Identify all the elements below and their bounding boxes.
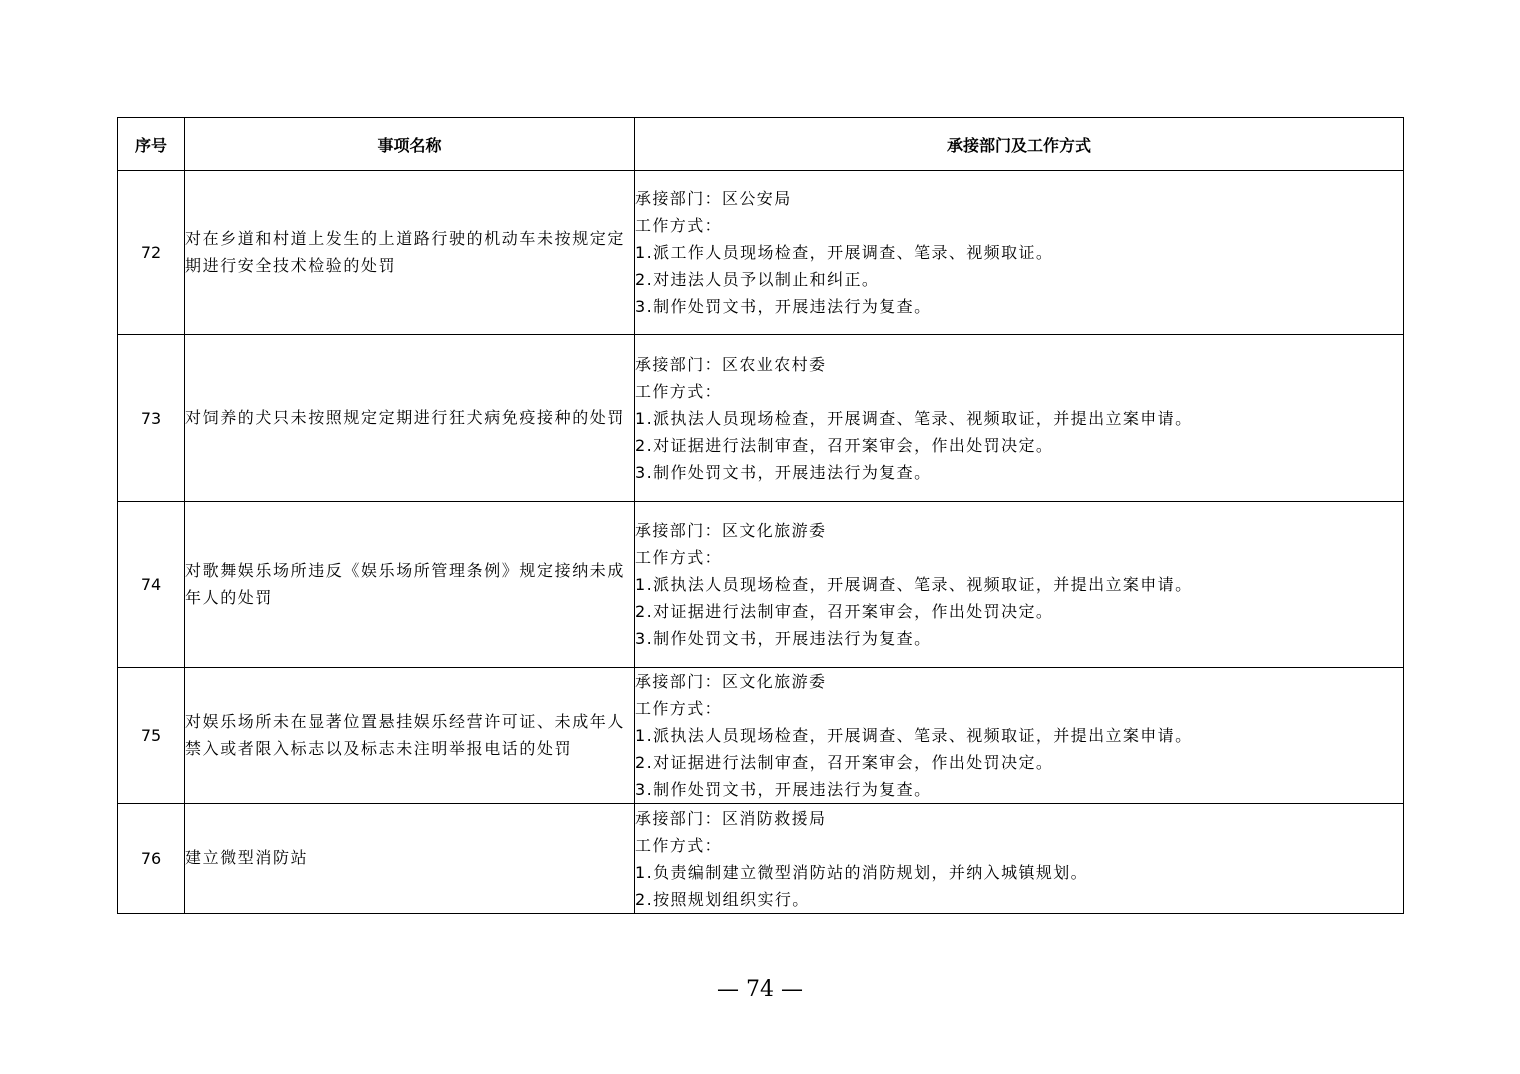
- method-step: 3.制作处罚文书，开展违法行为复查。: [635, 780, 932, 799]
- method-label: 工作方式：: [635, 216, 723, 235]
- method-step: 2.按照规划组织实行。: [635, 889, 810, 909]
- row-item-name: 对歌舞娱乐场所违反《娱乐场所管理条例》规定接纳未成年人的处罚: [185, 502, 635, 668]
- method-step: 1.派执法人员现场检查，开展调查、笔录、视频取证，并提出立案申请。: [635, 575, 1193, 594]
- dept-name: 承接部门：区农业农村委: [635, 354, 827, 374]
- header-item-name: 事项名称: [185, 118, 635, 171]
- method-label: 工作方式：: [635, 835, 723, 855]
- method-step: 2.对证据进行法制审查，召开案审会，作出处罚决定。: [635, 602, 1054, 621]
- method-step: 2.对证据进行法制审查，召开案审会，作出处罚决定。: [635, 753, 1054, 772]
- header-index: 序号: [118, 118, 185, 171]
- method-step: 2.对证据进行法制审查，召开案审会，作出处罚决定。: [635, 435, 1054, 455]
- table-header-row: [118, 118, 1404, 171]
- dept-name: 承接部门：区文化旅游委: [635, 521, 827, 540]
- row-item-name: 建立微型消防站: [185, 804, 635, 914]
- method-label: 工作方式：: [635, 699, 723, 718]
- row-dept-method: [635, 171, 1404, 335]
- row-dept-method: [635, 335, 1404, 502]
- row-index: 75: [118, 668, 185, 804]
- row-dept-method: [635, 502, 1404, 668]
- row-index: 74: [118, 502, 185, 668]
- method-step: 1.派执法人员现场检查，开展调查、笔录、视频取证，并提出立案申请。: [635, 726, 1193, 745]
- method-step: 2.对违法人员予以制止和纠正。: [635, 270, 880, 289]
- method-label: 工作方式：: [635, 381, 723, 401]
- dept-name: 承接部门：区消防救援局: [635, 808, 827, 828]
- header-dept-method: 承接部门及工作方式: [635, 118, 1404, 171]
- table-row: [118, 804, 1404, 914]
- method-step: 3.制作处罚文书，开展违法行为复查。: [635, 629, 932, 648]
- items-table: [117, 117, 1404, 914]
- method-step: 1.派执法人员现场检查，开展调查、笔录、视频取证，并提出立案申请。: [635, 408, 1193, 428]
- table-row: [118, 502, 1404, 668]
- table-row: [118, 335, 1404, 502]
- dept-name: 承接部门：区文化旅游委: [635, 672, 827, 691]
- method-step: 3.制作处罚文书，开展违法行为复查。: [635, 462, 932, 482]
- method-step: 3.制作处罚文书，开展违法行为复查。: [635, 297, 932, 316]
- method-step: 1.负责编制建立微型消防站的消防规划，并纳入城镇规划。: [635, 862, 1089, 882]
- row-item-name: 对饲养的犬只未按照规定定期进行狂犬病免疫接种的处罚: [185, 335, 635, 502]
- row-index: 72: [118, 171, 185, 335]
- row-dept-method: [635, 668, 1404, 804]
- row-index: 73: [118, 335, 185, 502]
- row-dept-method: [635, 804, 1404, 914]
- row-index: 76: [118, 804, 185, 914]
- page-number: — 74 —: [717, 977, 803, 1002]
- row-item-name: 对娱乐场所未在显著位置悬挂娱乐经营许可证、未成年人禁入或者限入标志以及标志未注明举报电话的处罚: [185, 668, 635, 804]
- table-row: [118, 668, 1404, 804]
- dept-name: 承接部门：区公安局: [635, 189, 792, 208]
- method-step: 1.派工作人员现场检查，开展调查、笔录、视频取证。: [635, 243, 1054, 262]
- method-label: 工作方式：: [635, 548, 723, 567]
- table-row: [118, 171, 1404, 335]
- row-item-name: 对在乡道和村道上发生的上道路行驶的机动车未按规定定期进行安全技术检验的处罚: [185, 171, 635, 335]
